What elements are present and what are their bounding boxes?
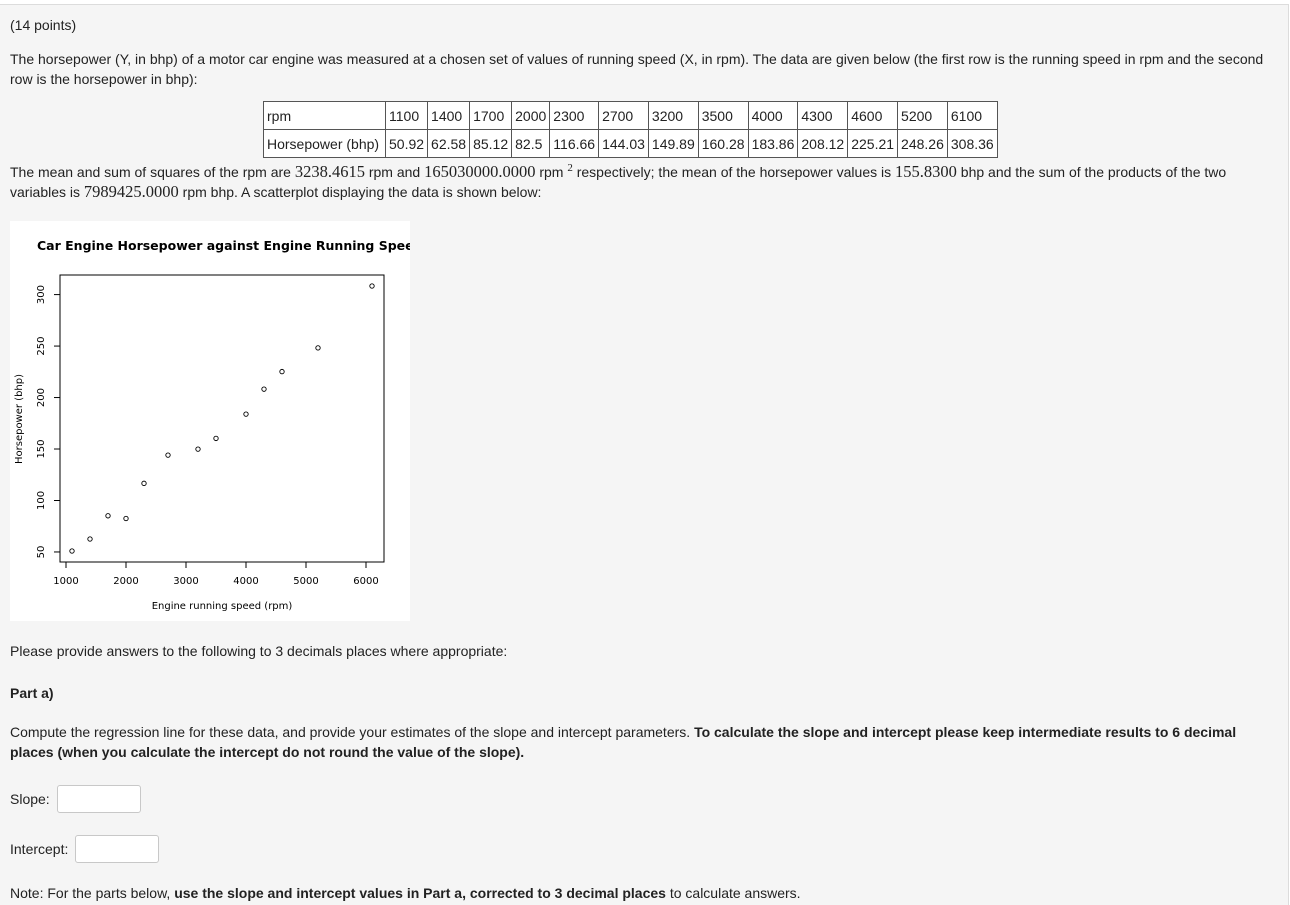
table-cell-rpm: 1400 [428,102,470,130]
x-tick-label: 1000 [53,576,79,587]
y-tick-label: 50 [36,545,47,559]
points-label: (14 points) [10,17,77,33]
table-row-horsepower [264,130,998,158]
mean-rpm-value: 3238.4615 [294,162,365,181]
data-point [280,369,284,373]
data-point [316,346,320,350]
table-cell-horsepower: 62.58 [428,130,470,158]
scatterplot [10,221,410,621]
data-point [370,284,374,288]
ss-rpm-value: 165030000.0000 [424,162,536,181]
question-intro: The horsepower (Y, in bhp) of a motor car engine was measured at a chosen set of values of running speed (X, in rpm). The data are given below (the first row is the running speed in rpm and the second row is the horsepower in bhp): [10,51,1264,87]
table-cell-rpm: 2700 [599,102,649,130]
table-cell-horsepower: 144.03 [599,130,649,158]
data-point [196,447,200,451]
table-cell-rpm: 4000 [748,102,798,130]
data-point [166,453,170,457]
y-axis-label: Horsepower (bhp) [14,373,25,465]
part-a-instructions: Compute the regression line for these data, and provide your estimates of the slope and intercept parameters. To calculate the slope and intercept please keep intermediate results to 6 decimal places (when you calculate the intercept do not round the value of the slope). [10,724,1237,760]
scatterplot-svg [10,221,410,621]
table-cell-horsepower: 183.86 [748,130,798,158]
plot-frame [60,275,384,562]
y-tick-label: 200 [36,387,47,408]
table-cell-horsepower: 116.66 [550,130,599,158]
x-axis-label: Engine running speed (rpm) [151,601,293,612]
table-row-rpm [264,102,998,130]
y-tick-label: 100 [36,490,47,511]
intercept-label: Intercept: [10,841,69,857]
data-point [106,514,110,518]
decimals-instruction: Please provide answers to the following to 3 decimals places where appropriate: [10,643,508,659]
slope-label: Slope: [10,791,50,807]
table-cell-horsepower: 85.12 [470,130,512,158]
table-row-label: rpm [264,102,386,130]
data-points [70,284,374,553]
y-tick-label: 250 [36,336,47,356]
data-point [244,412,248,416]
table-cell-rpm: 3500 [698,102,748,130]
intercept-input[interactable] [75,835,159,863]
table-row-label: Horsepower (bhp) [264,130,386,158]
question-panel [0,4,1289,905]
table-cell-rpm: 5200 [898,102,948,130]
table-cell-horsepower: 208.12 [798,130,848,158]
slope-input[interactable] [57,785,141,813]
table-cell-horsepower: 82.5 [512,130,550,158]
x-tick-label: 6000 [353,576,379,587]
x-tick-label: 4000 [233,576,259,587]
data-point [142,481,146,485]
chart-title: Car Engine Horsepower against Engine Running Speed [37,238,410,253]
table-cell-rpm: 2300 [550,102,599,130]
x-tick-label: 5000 [293,576,319,587]
table-cell-horsepower: 225.21 [848,130,898,158]
y-tick-label: 150 [36,439,47,459]
table-cell-rpm: 4300 [798,102,848,130]
table-cell-horsepower: 160.28 [698,130,748,158]
data-point [88,537,92,541]
table-cell-rpm: 3200 [648,102,698,130]
note-text: Note: For the parts below, use the slope and intercept values in Part a, corrected to 3 decimal places to calculate answers. [10,885,801,901]
table-cell-horsepower: 248.26 [898,130,948,158]
table-cell-horsepower: 50.92 [386,130,428,158]
data-point [124,516,128,520]
data-point [70,549,74,553]
x-tick-label: 3000 [173,576,199,587]
part-a-heading: Part a) [10,685,54,701]
x-tick-label: 2000 [113,576,139,587]
table-cell-horsepower: 308.36 [947,130,997,158]
table-cell-rpm: 1700 [470,102,512,130]
x-axis [53,562,378,587]
y-tick-label: 300 [36,285,47,305]
table-cell-rpm: 2000 [512,102,550,130]
data-point [214,436,218,440]
data-point [262,387,266,391]
table-cell-rpm: 6100 [947,102,997,130]
table-cell-rpm: 4600 [848,102,898,130]
table-cell-rpm: 1100 [386,102,428,130]
y-axis [36,285,60,558]
sum-products-value: 7989425.0000 [83,182,179,201]
table-cell-horsepower: 149.89 [648,130,698,158]
data-table [263,101,998,158]
squared-exponent: 2 [567,162,573,174]
mean-hp-value: 155.8300 [895,162,957,181]
summary-statistics: The mean and sum of squares of the rpm are 3238.4615 rpm and 165030000.0000 rpm $^2$ respectively; the mean of the horsepower values is 155.8300 bhp and the sum of the products of the two variables is 7989425.0000 rpm bhp. A scatterplot displaying the data is shown below: [10,162,1227,201]
